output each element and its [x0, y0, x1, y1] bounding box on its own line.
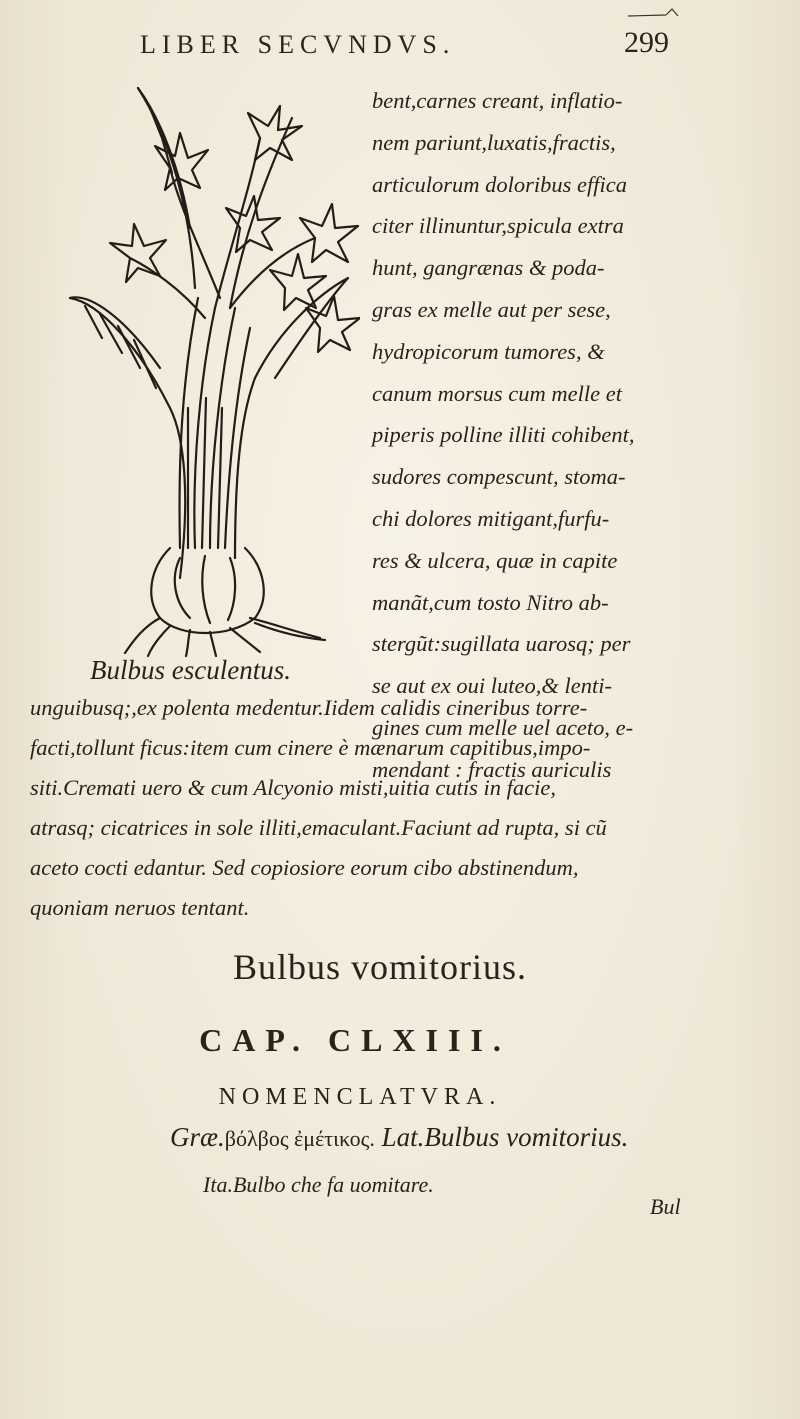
- text-line: stergũt:sugillata uarosq; per: [372, 631, 631, 657]
- section-heading: NOMENCLATVRA.: [218, 1084, 502, 1110]
- greek-name: βόλβος ἐμέτικος.: [224, 1126, 375, 1151]
- text-line: quoniam neruos tentant.: [30, 895, 250, 920]
- text-line: manãt,cum tosto Nitro ab-: [372, 589, 609, 615]
- text-line: bent,carnes creant, inflatio-: [372, 88, 623, 113]
- text-line: piperis polline illiti cohibent,: [372, 422, 635, 448]
- latin-name: Bulbus vomitorius.: [424, 1122, 629, 1152]
- italian-name: Ita.Bulbo che fa uomitare.: [203, 1172, 434, 1197]
- greek-label: Græ.: [170, 1122, 225, 1152]
- column-text: [372, 80, 692, 791]
- text-line: hydropicorum tumores, &: [372, 338, 605, 364]
- text-line: siti.Cremati uero & cum Alcyonio misti,uitia cutis in facie,: [30, 775, 556, 800]
- text-line: aceto cocti edantur. Sed copiosiore eorum cibo abstinendum,: [30, 855, 579, 880]
- catchword: Bul: [650, 1194, 681, 1219]
- nomenclature-line: [170, 1122, 628, 1153]
- chapter-number: CAP. CLXIII.: [199, 1022, 511, 1058]
- figure-caption: Bulbus esculentus.: [90, 655, 291, 685]
- text-line: nem pariunt,luxatis,fractis,: [372, 129, 616, 155]
- text-line: citer illinuntur,spicula extra: [372, 213, 624, 239]
- text-line: articulorum doloribus effica: [372, 171, 627, 197]
- chapter-title: Bulbus vomitorius.: [232, 947, 528, 987]
- text-line: canum morsus cum melle et: [372, 380, 622, 406]
- text-line: sudores compescunt, stoma-: [372, 464, 626, 490]
- text-line: facti,tollunt ficus:item cum cinere è mænarum capitibus,impo-: [30, 735, 591, 760]
- text-line: chi dolores mitigant,furfu-: [372, 505, 610, 531]
- folio-ink-mark: [626, 6, 682, 20]
- latin-label: Lat.: [381, 1122, 425, 1152]
- text-line: mendant : fractis auriculis: [372, 756, 612, 782]
- page-number: 299: [624, 26, 669, 59]
- text-line: gras ex melle aut per sese,: [372, 296, 611, 322]
- text-line: se aut ex oui luteo,& lenti-: [372, 673, 612, 699]
- text-line: gines cum melle uel aceto, e-: [372, 714, 634, 740]
- text-line: hunt, gangrænas & poda-: [372, 255, 605, 281]
- full-width-text: [30, 688, 720, 928]
- running-head: LIBER SECVNDVS.: [140, 30, 456, 59]
- text-line: res & ulcera, quæ in capite: [372, 547, 618, 573]
- bulb-plant-woodcut: [30, 78, 360, 658]
- text-line: atrasq; cicatrices in sole illiti,emaculant.Faciunt ad rupta, si cũ: [30, 815, 607, 840]
- text-line: unguibusq;,ex polenta medentur.Iidem calidis cineribus torre-: [30, 695, 588, 720]
